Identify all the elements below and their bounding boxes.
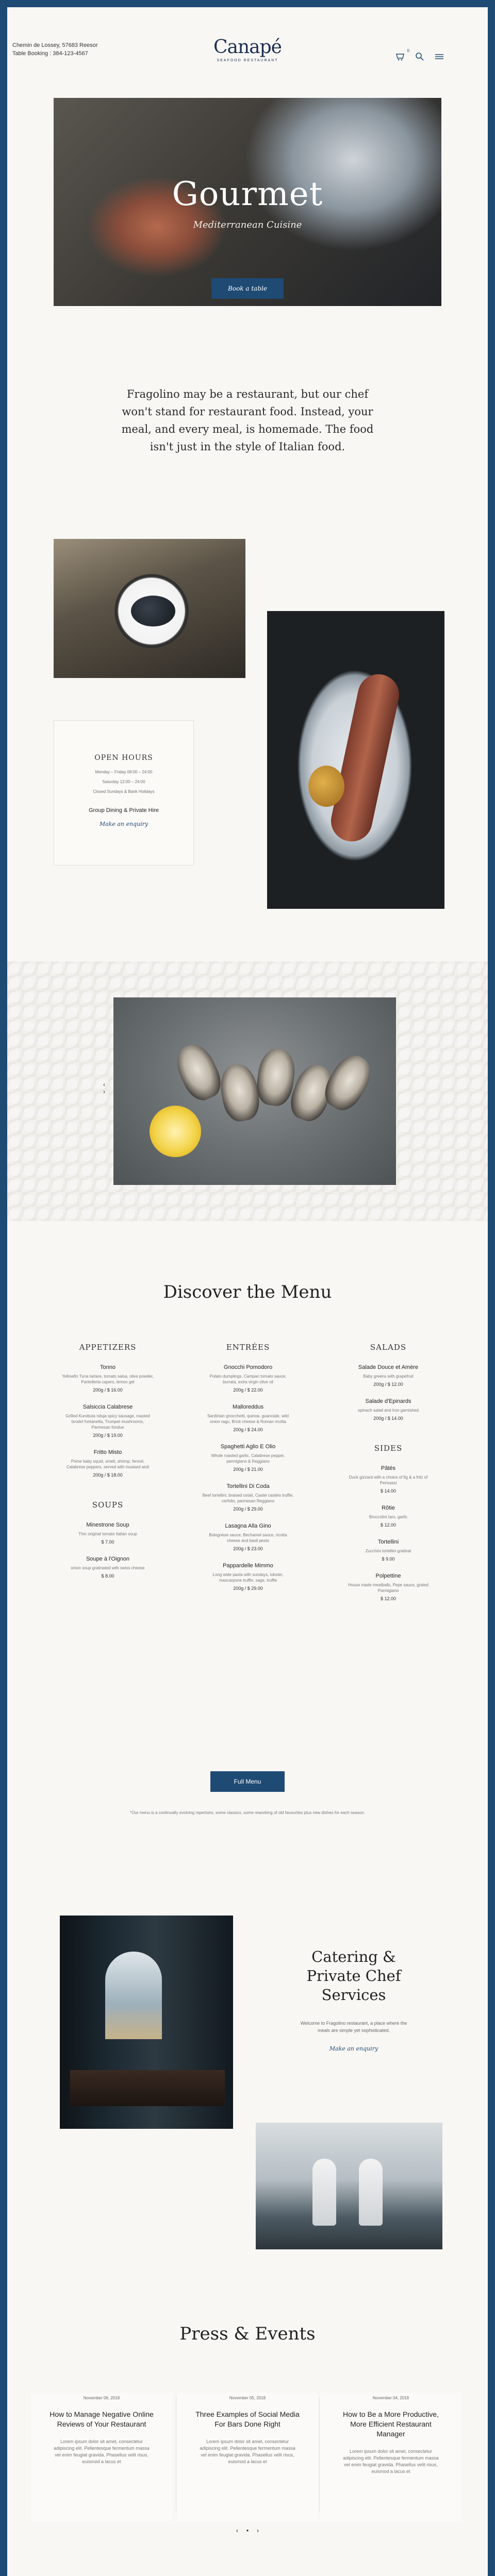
mussels-shape [131,596,175,626]
restaurant-interior-image [60,1916,233,2129]
menu-section [334,1343,442,1421]
menu-item [334,1573,442,1601]
hours-enquiry-link[interactable]: Make an enquiry [99,821,148,827]
post-title[interactable]: Three Examples of Social Media For Bars Done Right [195,2410,300,2428]
press-post [177,2393,318,2521]
chef-shape [359,2159,383,2226]
menu-item-description: House made meatballs, Pepe sauce, grated Parmigiano [348,1583,428,1593]
menu-item-description: Broccolini taro, garlic [369,1515,408,1519]
menu-item-price: $ 12.00 [380,1596,397,1601]
press-prev-icon[interactable]: ‹ [236,2527,239,2534]
post-date: November 04, 2018 [372,2396,409,2400]
menu-item [54,1522,162,1545]
menu-item-price: $ 8.00 [101,1573,114,1579]
menu-item-name: Gnocchi Pomodoro [223,1364,273,1370]
menu-category-title: ENTRÉES [226,1343,270,1352]
full-menu-button[interactable]: Full Menu [210,1771,285,1792]
logo-tagline: SEAFOOD RESTAURANT [217,59,278,62]
address-text: Chemin de Lossey, 57683 Reesor [12,42,98,48]
cart-count: 0 [407,48,409,53]
menu-item [194,1404,302,1432]
menu-category-title: APPETIZERS [79,1343,137,1352]
oyster-shape [170,1039,227,1105]
hero-subtitle: Mediterranean Cuisine [193,219,302,230]
hours-line: Monday – Friday 08:00 – 24:00 [95,770,153,774]
menu-item-description: Thin original tomato Italian soup [78,1532,137,1536]
menu-item-description: Beef tortellini, braised oxtail, Castel castelo truffle, cerfolio, parmesan Reggiano [202,1493,294,1503]
hero-banner [54,98,441,306]
menu-item-description: Yellowfin Tuna tartare, tomato salsa, olive powder, Pantelleria capers, lemon gel [62,1374,154,1384]
post-date: November 05, 2018 [229,2396,266,2400]
menu-item-name: Salade Douce et Amère [358,1364,419,1370]
catering-text: Welcome to Fragolino restaurant, a place where the meals are simple yet sophisticated. [300,2021,407,2033]
menu-item-description: Bolognese sauce, Bechamel sauce, ricotta cheese and basil pesto [209,1533,287,1543]
menu-item-price: $ 9.00 [382,1556,395,1562]
oyster-shape [217,1062,262,1124]
press-post [31,2393,172,2521]
lemon-shape [150,1106,201,1157]
oysters-section [7,961,488,1221]
menu-item-price: 200g / $ 23.00 [233,1546,263,1551]
menu-item-price: 200g / $ 14.00 [373,1416,403,1421]
menu-item-price: 200g / $ 24.00 [233,1427,263,1432]
menu-item [54,1364,162,1393]
hero-title: Gourmet [172,175,323,213]
oyster-shape [318,1049,378,1116]
catering-title: Catering & Private Chef Services [306,1948,401,2004]
header-contact [7,41,141,58]
post-divider [319,2398,320,2511]
menu-item-price: $ 12.00 [380,1522,397,1528]
menu-item-description: Zucchini tortellini gratinat [365,1549,411,1553]
menu-item [194,1444,302,1472]
menu-item-name: Lasagna Alla Gino [225,1523,271,1529]
menu-item-price: 200g / $ 29.00 [233,1506,263,1512]
menu-item-price: 200g / $ 19.00 [93,1433,123,1438]
oysters-image [113,997,396,1185]
menu-item-name: Salade d'Epinards [365,1398,411,1404]
potato-shape [308,766,344,807]
menu-item-description: Long wide pasta with sundays, lobster, mascarpone truffle, sage, truffle [212,1572,284,1583]
menu-item-price: $ 7.00 [101,1539,114,1545]
menu-item-price: 200g / $ 12.00 [373,1382,403,1387]
slider-next-icon[interactable]: › [103,1088,105,1095]
mussels-plate-image [54,539,245,678]
menu-item-description: Whole roasted garlic, Calabrese pepper, parmigiano & Reggiano [211,1453,285,1464]
book-table-button[interactable]: Book a table [211,278,284,299]
menu-item-name: Rôtie [382,1505,395,1511]
menu-item-description: Prime baby squid, smelt, shrimp, fennel, Calabrese peppers, served with mustard aioli [66,1459,150,1469]
logo[interactable] [196,37,299,62]
post-excerpt: Lorem ipsum dolor sit amet, consectetur adipiscing elit. Pellentesque fermentum massa vel enim feugiat gravida. Phasellus velit risus, euismod a lacus et [200,2439,295,2464]
hours-line: Saturday 12:00 – 24:00 [102,779,145,784]
post-excerpt: Lorem ipsum dolor sit amet, consectetur adipiscing elit. Pellentesque fermentum massa vel enim feugiat gravida. Phasellus velit risus, euismod a lacus et [343,2449,439,2474]
open-hours-title: OPEN HOURS [94,754,153,762]
page [7,7,488,2576]
catering-enquiry-link[interactable]: Make an enquiry [329,2045,378,2052]
press-dot-icon[interactable]: • [246,2527,249,2534]
menu-item-description: Duck gizzard with a choice of fig & a fritz of Perivassi [349,1475,428,1485]
post-date: November 06, 2018 [83,2396,120,2400]
menu-column [54,1343,162,1590]
menu-item-name: Polpettine [375,1573,401,1579]
menu-item-name: Tortellini Di Coda [226,1483,270,1489]
menu-icon[interactable] [434,52,446,63]
menu-item-description: Grilled Kurobuta nduja spicy sausage, roasted brodet fontanetta, Trumpet mushrooms, Parmesan fondue [65,1414,150,1430]
menu-category-title: SOUPS [92,1500,124,1510]
menu-item-price: 200g / $ 18.00 [93,1472,123,1478]
menu-item-price: 200g / $ 21.00 [233,1467,263,1472]
header-actions [395,48,446,63]
post-title[interactable]: How to Manage Negative Online Reviews of Your Restaurant [50,2410,154,2428]
menu-item-name: Minestrone Soup [86,1522,129,1528]
menu-item-name: Soupe à l'Oignon [86,1556,130,1562]
menu-item [334,1465,442,1494]
press-title: Press & Events [179,2324,316,2344]
menu-item-name: Pâtés [381,1465,396,1471]
menu-section [54,1343,162,1478]
menu-item [194,1483,302,1512]
intro-text: Fragolino may be a restaurant, but our chef won't stand for restaurant food. Instead, your meal, and every meal, is homemade. The food isn't just in the style of Italian food. [121,388,374,453]
menu-category-title: SALADS [370,1343,407,1352]
menu-item-name: Tortellini [377,1539,399,1545]
menu-item-name: Malloreddus [233,1404,263,1410]
slider-prev-icon[interactable]: ‹ [103,1081,105,1088]
menu-item-price: $ 14.00 [380,1488,397,1494]
menu-column [194,1343,302,1602]
menu-item [54,1404,162,1438]
press-pager [229,2527,266,2534]
menu-item [334,1505,442,1528]
menu-item [54,1556,162,1579]
table-shape [70,2070,225,2106]
chef-shape [312,2159,336,2226]
cart-icon[interactable] [395,48,409,63]
menu-item [54,1449,162,1478]
post-excerpt: Lorem ipsum dolor sit amet, consectetur adipiscing elit. Pellentesque fermentum massa vel enim feugiat gravida. Phasellus velit risus, euismod a lacus et [54,2439,150,2464]
hours-lines [54,769,193,795]
menu-item [334,1364,442,1387]
press-post [320,2393,461,2521]
menu-title: Discover the Menu [163,1282,332,1302]
window-shape [105,1952,162,2039]
menu-item-description: spinach salad and Iron garnished [358,1408,419,1413]
menu-section [54,1500,162,1579]
menu-item-name: Salsiccia Calabrese [82,1404,133,1410]
fish-dish-image [267,611,444,909]
menu-item [334,1398,442,1421]
menu-note: *Our menu is a continually evolving repertoire, some classics, some reworking of old favourites plus new dishes for each season. [130,1810,365,1815]
menu-item-price: 200g / $ 22.00 [233,1387,263,1393]
menu-item-description: Potato dumplings, Campari tomato sauce, burrata, extra virgin olive oil [209,1374,287,1384]
press-next-icon[interactable]: › [256,2527,259,2534]
menu-item [334,1539,442,1562]
menu-item-description: Sardinian gnocchetti, quinoa, guanciale, wild onion ragu, Brick cheese & Roman ricotta [207,1414,289,1424]
menu-item-name: Spaghetti Aglio E Olio [220,1444,276,1450]
menu-item-name: Tonno [100,1364,116,1370]
menu-item-description: onion soup gratinated with swiss cheese [71,1566,145,1570]
menu-item [194,1523,302,1551]
menu-column [334,1343,442,1613]
open-hours-card [54,720,194,866]
menu-item [194,1563,302,1591]
menu-item [194,1364,302,1393]
menu-item-name: Pappardelle Mimmo [223,1563,273,1569]
kitchen-image [256,2123,442,2249]
search-icon[interactable] [415,52,426,63]
menu-category-title: SIDES [374,1444,403,1453]
post-title[interactable]: How to Be a More Productive, More Efficient Restaurant Manager [343,2410,439,2438]
booking-text: Table Booking : 384-123-4567 [12,50,88,57]
slider-arrows [99,1081,109,1095]
group-dining-label: Group Dining & Private Hire [89,807,159,814]
menu-item-price: 200g / $ 29.00 [233,1586,263,1591]
menu-section [194,1343,302,1591]
menu-item-description: Baby greens with grapefruit [363,1374,414,1379]
menu-item-name: Fritto Misto [93,1449,122,1455]
fish-shape [327,670,403,845]
logo-name: Canapé [213,37,282,58]
hours-line: Closed Sundays & Bank Holidays [93,789,155,794]
menu-section [334,1444,442,1601]
menu-item-price: 200g / $ 16.00 [93,1387,123,1393]
